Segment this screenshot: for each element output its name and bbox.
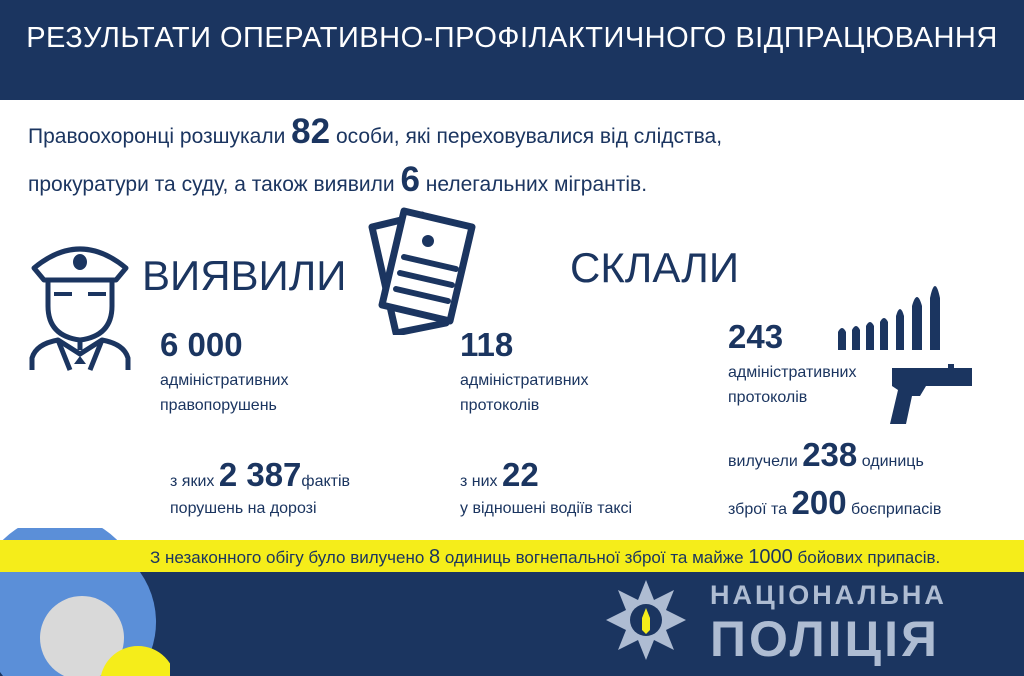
compiled-detail-line-2: у відношені водіїв таксі xyxy=(460,500,633,517)
intro-text: Правоохоронці розшукали xyxy=(28,125,292,148)
compiled-detail-number: 22 xyxy=(502,456,539,493)
police-officer-icon xyxy=(24,236,136,376)
found-label-2: правопорушень xyxy=(160,397,277,414)
found-detail-text: з яких xyxy=(170,473,219,490)
weapons-seized-text: одиниць xyxy=(857,453,924,470)
weapons-number: 243 xyxy=(728,318,784,355)
intro-text: нелегальних мігрантів. xyxy=(419,173,648,196)
weapons-seized xyxy=(728,436,924,474)
compiled-number: 118 xyxy=(460,326,514,363)
decorative-circles-front xyxy=(0,572,170,676)
weapons-ammo-number: 200 xyxy=(791,484,847,521)
documents-icon xyxy=(364,205,480,335)
intro-line-2 xyxy=(28,160,647,200)
compiled-label-1: адміністративних xyxy=(460,372,589,389)
ammunition-icon xyxy=(834,272,950,352)
weapons-seized-number: 238 xyxy=(802,436,858,473)
weapons-seized-text: вилучели xyxy=(728,453,803,470)
weapons-ammo xyxy=(728,484,941,522)
compiled-heading: СКЛАЛИ xyxy=(570,244,740,291)
logo-line-2: ПОЛІЦІЯ xyxy=(710,611,940,667)
banner-number: 8 xyxy=(429,546,441,568)
page-title: РЕЗУЛЬТАТИ ОПЕРАТИВНО-ПРОФІЛАКТИЧНОГО ВІДПРАЦЮВАННЯ xyxy=(26,22,998,54)
found-detail xyxy=(170,456,350,494)
police-badge-icon xyxy=(604,578,688,662)
logo-line-1: НАЦІОНАЛЬНА xyxy=(710,580,947,610)
intro-text: прокуратури та суду, а також виявили xyxy=(28,173,401,196)
intro-text: особи, які переховувалися від слідства, xyxy=(330,125,723,148)
compiled-detail xyxy=(460,456,539,494)
banner-number: 1000 xyxy=(748,546,793,568)
weapons-ammo-text: зброї та xyxy=(728,501,792,518)
weapons-label-1: адміністративних xyxy=(728,364,857,381)
compiled-detail-text: з них xyxy=(460,473,502,490)
banner-text-part: бойових припасів. xyxy=(792,548,941,567)
found-detail-number: 2 387 xyxy=(218,456,302,493)
weapons-ammo-text: боєприпасів xyxy=(846,501,942,518)
banner-text xyxy=(150,546,1010,569)
banner-text-part: одиниць вогнепальної зброї та майже xyxy=(440,548,749,567)
found-detail-line-2: порушень на дорозі xyxy=(170,500,317,517)
found-number: 6 000 xyxy=(160,326,243,363)
weapons-label-2: протоколів xyxy=(728,389,808,406)
intro-number-migrants: 6 xyxy=(400,160,420,199)
pistol-icon xyxy=(886,364,976,426)
found-detail-text: фактів xyxy=(301,473,351,490)
compiled-label-2: протоколів xyxy=(460,397,540,414)
intro-number-wanted: 82 xyxy=(291,112,331,151)
found-label-1: адміністративних xyxy=(160,372,289,389)
banner-text-part: З незаконного обігу було вилучено xyxy=(150,548,430,567)
intro-line-1 xyxy=(28,112,722,152)
found-heading: ВИЯВИЛИ xyxy=(142,252,347,299)
